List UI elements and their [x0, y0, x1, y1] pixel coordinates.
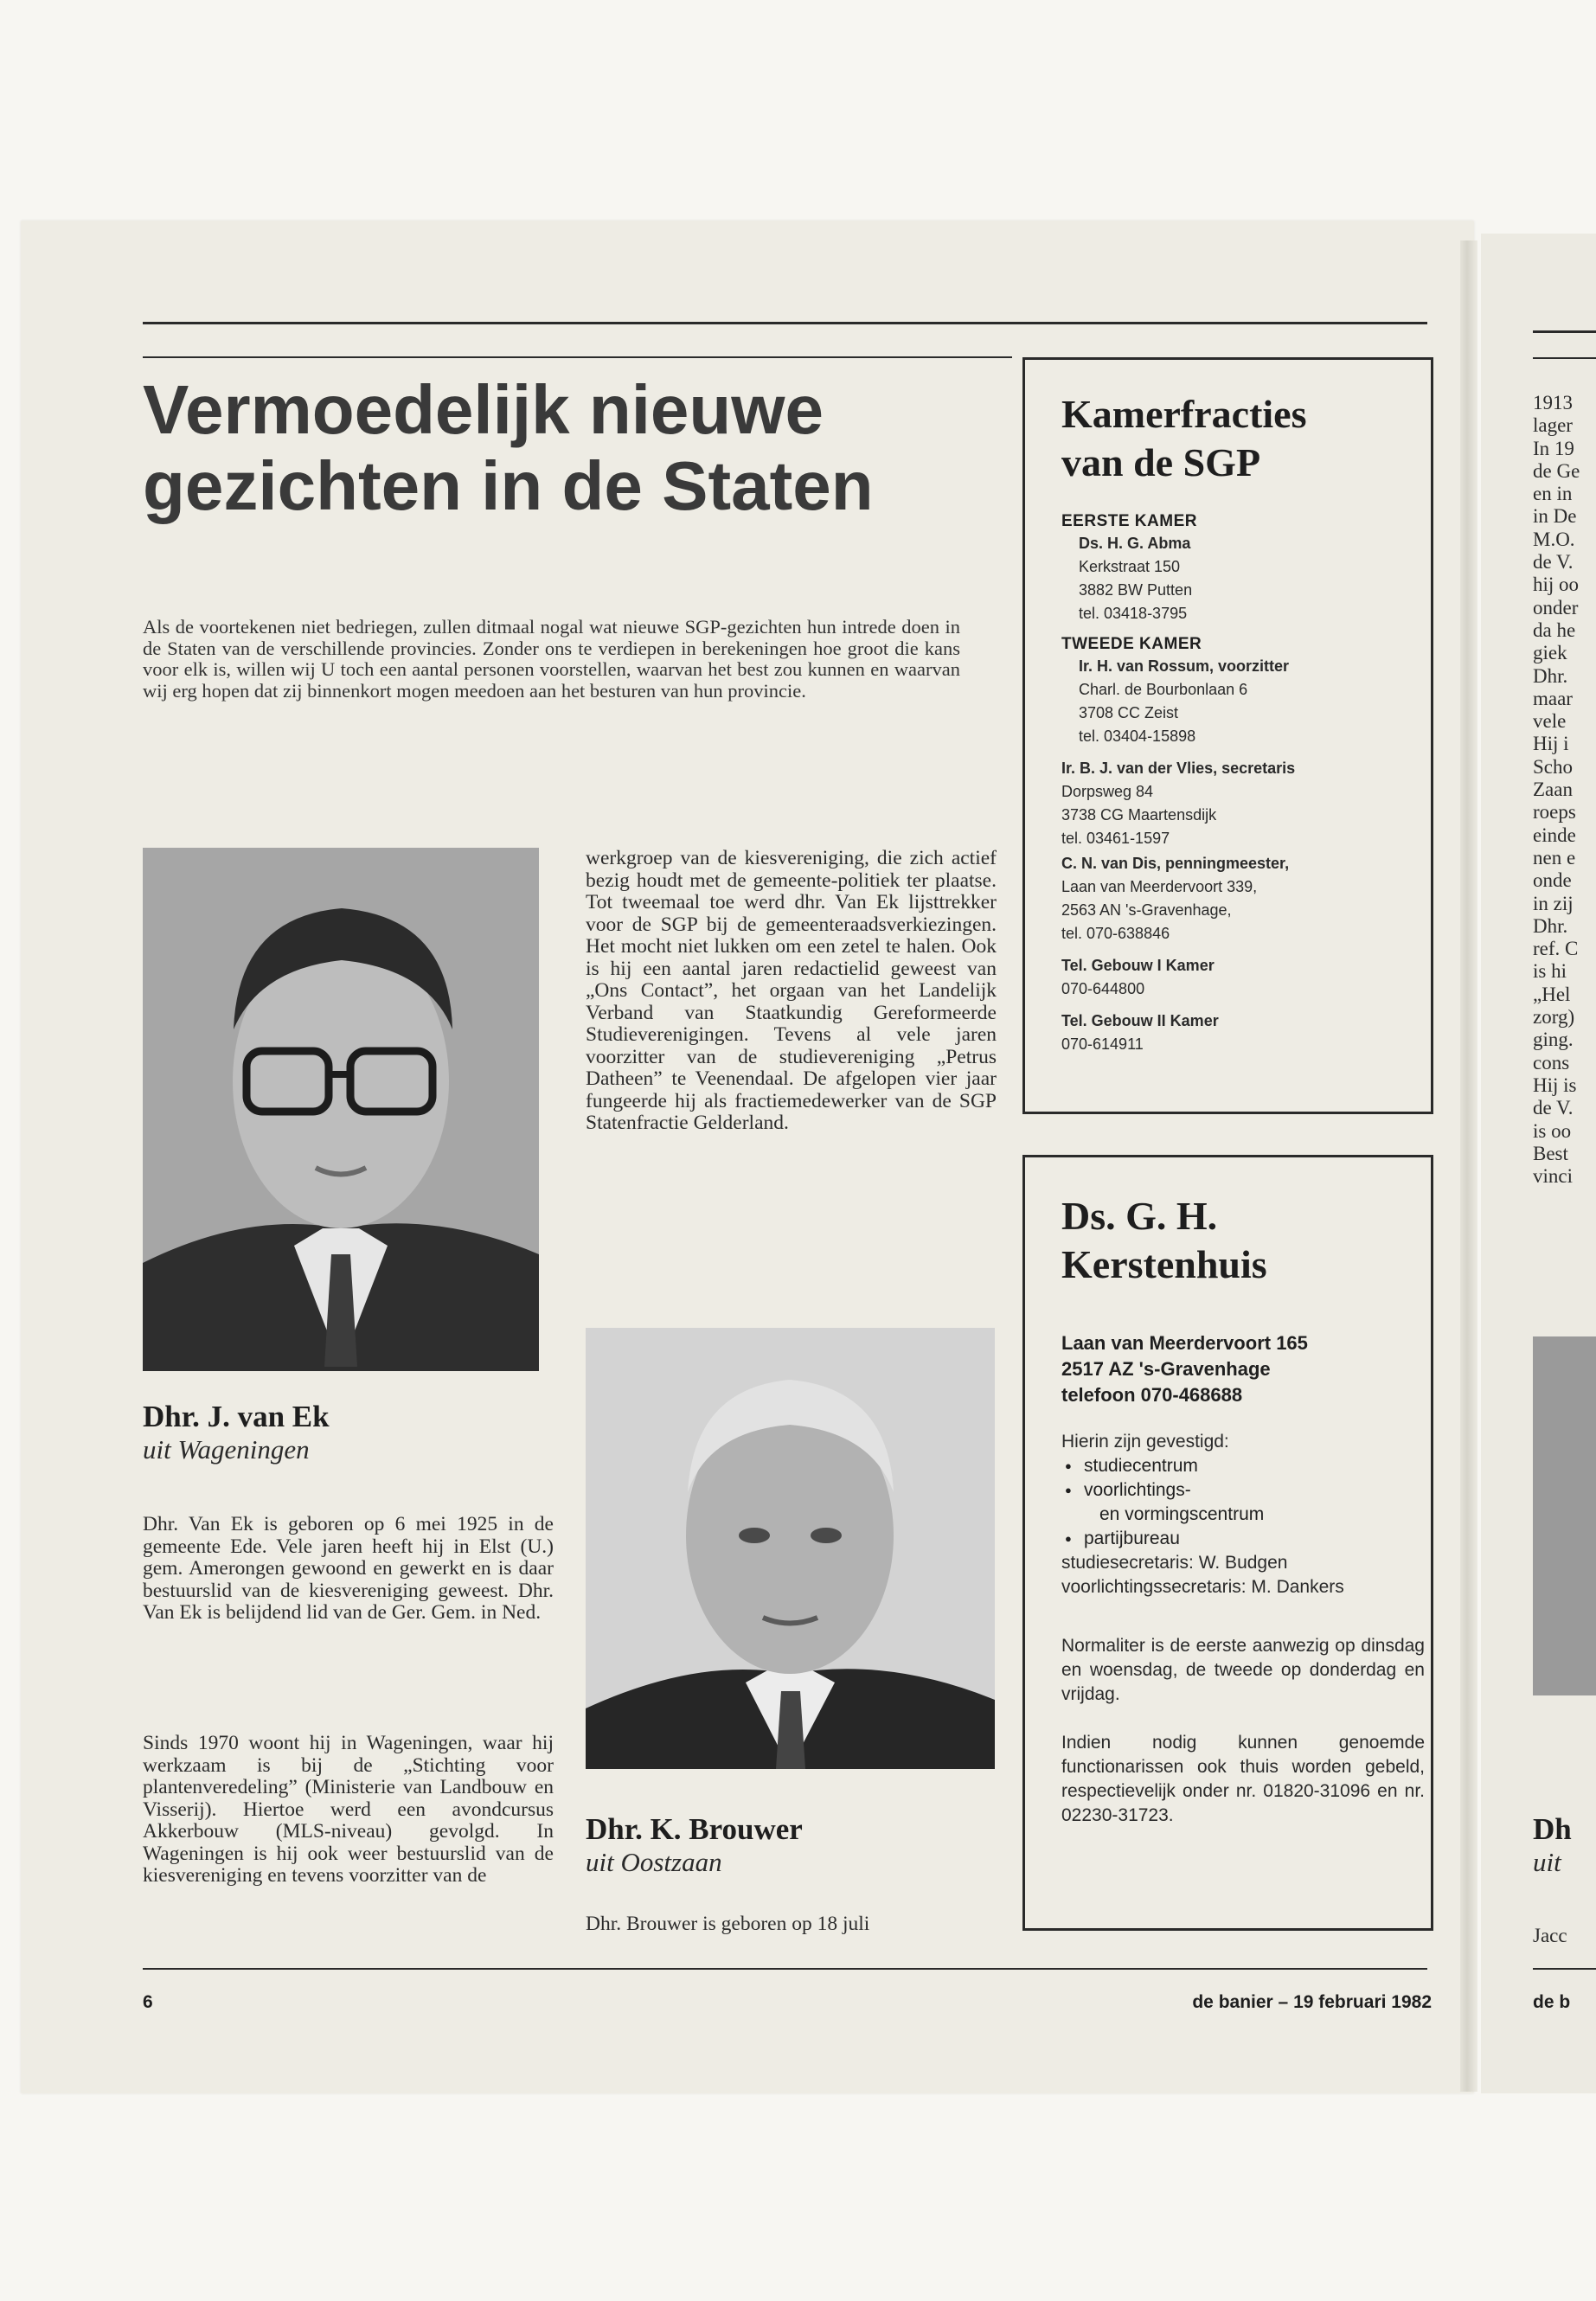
next-page-line: en in: [1533, 483, 1573, 505]
eerste-kamer-line: 3882 BW Putten: [1079, 581, 1193, 599]
person2-name: Dhr. K. Brouwer: [586, 1812, 803, 1846]
next-page-top-rule: [1533, 330, 1596, 333]
kerstenhuis-title-line-2: Kerstenhuis: [1061, 1242, 1267, 1286]
next-page-line: Hij is: [1533, 1074, 1577, 1096]
person1-name: Dhr. J. van Ek: [143, 1400, 330, 1433]
person2-paragraph-1: Dhr. Brouwer is geboren op 18 juli: [586, 1913, 870, 1935]
next-page-portrait: [1533, 1336, 1596, 1695]
next-page-headline-rule: [1533, 357, 1596, 359]
next-page-line: vinci: [1533, 1165, 1573, 1188]
next-page-name: Dh: [1533, 1812, 1572, 1846]
person1-continued: werkgroep van de kiesvereniging, die zich actief bezig houdt met de gemeente-politiek ter plaatse. Tot tweemaal toe werd dhr. Van Ek lijsttrekker voor de SGP bij de gemeenteraadsverkiezingen. Het mocht niet lukken om een zetel te halen. Ook is hij een aantal jaren redactielid geweest van „Ons Contact”, het orgaan van het Landelijk Verband van Staatkundig Gereformeerde Studieverenigingen. Tevens al vele jaren voorzitter van de studievereniging „Petrus Datheen” te Veenendaal. De afgelopen vier jaar fungeerde hij als fractiemedewerker van de SGP Statenfractie Gelderland.: [586, 847, 997, 1134]
kamerfracties-box: [1022, 357, 1433, 1114]
next-page-line: in zij: [1533, 892, 1574, 914]
person1-origin: uit Wageningen: [143, 1434, 310, 1465]
kerstenhuis-list-item-text: voorlichtings-: [1084, 1480, 1191, 1500]
eerste-kamer-line: Kerkstraat 150: [1079, 558, 1181, 575]
kerstenhuis-box: [1022, 1155, 1433, 1931]
kerstenhuis-list-item: ● partijbureau: [1061, 1527, 1425, 1551]
next-page-origin: uit: [1533, 1847, 1561, 1877]
tweede-kamer-line: Laan van Meerdervoort 339,: [1061, 878, 1258, 895]
portrait-brouwer: [586, 1328, 995, 1769]
headline-rule: [143, 356, 1012, 358]
person1-paragraph-2: Sinds 1970 woont hij in Wageningen, waar hij werkzaam is bij de „Stichting voor plantenveredeling” (Ministerie van Landbouw en Visserij). Hiertoe werd een avondcursus Akkerbouw (MLS-niveau) gevolgd. In Wageningen is hij ook weer bestuurslid van de kiesvereniging en tevens voorzitter van de: [143, 1732, 554, 1887]
person1-paragraph-1: Dhr. Van Ek is geboren op 6 mei 1925 in de gemeente Ede. Vele jaren heeft hij in Elst (U.) gem. Amerongen gewoond en gewerkt en is daar bestuurslid van de kiesvereniging geweest. Dhr. Van Ek is belijdend lid van de Ger. Gem. in Ned.: [143, 1513, 554, 1624]
tweede-kamer-line: tel. 03404-15898: [1079, 727, 1196, 745]
next-page-line: Best: [1533, 1142, 1568, 1164]
next-page-line: hij oo: [1533, 574, 1580, 596]
tweede-kamer-name: Ir. H. van Rossum, voorzitter: [1079, 657, 1290, 675]
next-page-line: Hij i: [1533, 733, 1569, 755]
next-page-line: Scho: [1533, 755, 1573, 778]
next-page-line: 1913: [1533, 392, 1573, 413]
next-page-line: de Ge: [1533, 459, 1580, 482]
eerste-kamer-line: tel. 03418-3795: [1079, 605, 1188, 622]
next-page-line: „Hel: [1533, 983, 1571, 1005]
person1-heading: [143, 1400, 541, 1465]
kerstenhuis-phone: telefoon 070-468688: [1061, 1384, 1243, 1406]
bottom-rule: [143, 1968, 1427, 1970]
kamerfracties-title-line-1: Kamerfracties: [1061, 392, 1307, 436]
tweede-kamer-member: [1079, 655, 1425, 748]
next-page-line: ref. C: [1533, 938, 1579, 960]
kerstenhuis-list-item: ● studiecentrum: [1061, 1454, 1425, 1478]
next-page-line: is hi: [1533, 960, 1567, 983]
portrait-van-ek: [143, 848, 539, 1371]
next-page-line: Dhr.: [1533, 664, 1568, 687]
article-intro: Als de voortekenen niet bedriegen, zullen ditmaal nogal wat nieuwe SGP-gezichten hun intrede doen in de Staten van de verschillende provincies. Zonder ons te verdiepen in berekeningen hoe groot die kans voor elk is, willen wij U toch een aantal personen voorstellen, waarvan het best zou kunnen en waarvan wij erg hopen dat zij binnenkort mogen meedoen aan het besturen van hun provincie.: [143, 616, 960, 702]
kerstenhuis-address-2: 2517 AZ 's-Gravenhage: [1061, 1358, 1271, 1380]
gebouw1-phone: [1061, 954, 1425, 1001]
page-gutter: [1460, 240, 1477, 2092]
kerstenhuis-note-1: Normaliter is de eerste aanwezig op dinsdag en woensdag, de tweede op donderdag en vrijdag.: [1061, 1636, 1425, 1704]
next-page-line: giek: [1533, 642, 1567, 664]
eerste-kamer-heading: EERSTE KAMER: [1061, 512, 1197, 530]
next-page-line: is oo: [1533, 1119, 1572, 1142]
headline-line-2: gezichten in de Staten: [143, 447, 874, 524]
next-page-line: maar: [1533, 687, 1573, 709]
next-page-line: Zaan: [1533, 779, 1573, 801]
eerste-kamer-name: Ds. H. G. Abma: [1079, 535, 1191, 552]
kerstenhuis-hosted-label: Hierin zijn gevestigd:: [1061, 1432, 1229, 1452]
kamerfracties-title-line-2: van de SGP: [1061, 440, 1261, 484]
headline-line-1: Vermoedelijk nieuwe: [143, 371, 824, 448]
tweede-kamer-line: Charl. de Bourbonlaan 6: [1079, 681, 1248, 698]
kerstenhuis-staff-2: voorlichtingssecretaris: M. Dankers: [1061, 1577, 1344, 1597]
next-page-line: M.O.: [1533, 528, 1575, 550]
next-page-line: de V.: [1533, 1097, 1574, 1119]
next-page-line: da he: [1533, 619, 1576, 641]
next-page-heading: [1533, 1812, 1596, 1878]
gebouw1-number: 070-644800: [1061, 980, 1145, 997]
next-page-footer: de b: [1533, 1992, 1571, 2012]
kerstenhuis-list-item-cont: en vormingscentrum: [1099, 1504, 1265, 1524]
tweede-kamer-line: 2563 AN 's-Gravenhage,: [1061, 901, 1232, 919]
next-page-line: Dhr.: [1533, 914, 1568, 937]
kerstenhuis-list-item: [1061, 1478, 1425, 1527]
gebouw2-number: 070-614911: [1061, 1035, 1144, 1053]
next-page-line: cons: [1533, 1051, 1570, 1074]
kerstenhuis-title: [1061, 1192, 1425, 1289]
page-number: 6: [143, 1992, 153, 2012]
person2-heading: [586, 1812, 997, 1878]
next-page-column: [1533, 392, 1596, 1188]
next-page-line: zorg): [1533, 1006, 1575, 1029]
top-rule: [143, 322, 1427, 324]
next-page-line: onde: [1533, 869, 1572, 892]
next-page-line: lager: [1533, 414, 1573, 437]
kerstenhuis-staff-1: studiesecretaris: W. Budgen: [1061, 1553, 1288, 1573]
publication-footer: de banier – 19 februari 1982: [1192, 1992, 1432, 2012]
tweede-kamer-member: [1061, 852, 1425, 945]
next-page-line: roeps: [1533, 801, 1576, 824]
next-page-line: de V.: [1533, 551, 1574, 574]
kerstenhuis-address-1: Laan van Meerdervoort 165: [1061, 1332, 1308, 1354]
kerstenhuis-title-line-1: Ds. G. H.: [1061, 1194, 1218, 1238]
next-page-text: Jacc: [1533, 1925, 1567, 1946]
article-headline: [143, 372, 990, 524]
tweede-kamer-member: [1061, 757, 1425, 850]
next-page-line: In 19: [1533, 437, 1574, 459]
next-page-line: einde: [1533, 824, 1576, 846]
kamerfracties-title: [1061, 390, 1425, 487]
tweede-kamer-line: Dorpsweg 84: [1061, 783, 1154, 800]
kerstenhuis-note-2: Indien nodig kunnen genoemde functionarissen ook thuis worden gebeld, respectievelijk onder nr. 01820-31096 en nr. 02230-31723.: [1061, 1733, 1425, 1825]
next-page-bottom-rule: [1533, 1968, 1596, 1970]
tweede-kamer-heading: TWEEDE KAMER: [1061, 635, 1202, 653]
next-page-line: onder: [1533, 596, 1579, 619]
eerste-kamer-member: [1079, 532, 1425, 625]
gebouw2-phone: [1061, 1009, 1425, 1056]
next-page-fragment: [1481, 234, 1596, 2093]
next-page-line: vele: [1533, 710, 1567, 733]
tweede-kamer-name: Ir. B. J. van der Vlies, secretaris: [1061, 760, 1296, 777]
person2-origin: uit Oostzaan: [586, 1847, 722, 1877]
gebouw1-label: Tel. Gebouw I Kamer: [1061, 957, 1215, 974]
tweede-kamer-name: C. N. van Dis, penningmeester,: [1061, 855, 1290, 872]
next-page-line: ging.: [1533, 1029, 1574, 1051]
tweede-kamer-line: 3738 CG Maartensdijk: [1061, 806, 1217, 824]
next-page-line: in De: [1533, 505, 1577, 528]
tweede-kamer-line: 3708 CC Zeist: [1079, 704, 1179, 721]
tweede-kamer-line: tel. 03461-1597: [1061, 830, 1170, 847]
next-page-line: nen e: [1533, 846, 1576, 868]
kerstenhuis-list: [1061, 1454, 1425, 1551]
tweede-kamer-line: tel. 070-638846: [1061, 925, 1170, 942]
gebouw2-label: Tel. Gebouw II Kamer: [1061, 1012, 1219, 1029]
